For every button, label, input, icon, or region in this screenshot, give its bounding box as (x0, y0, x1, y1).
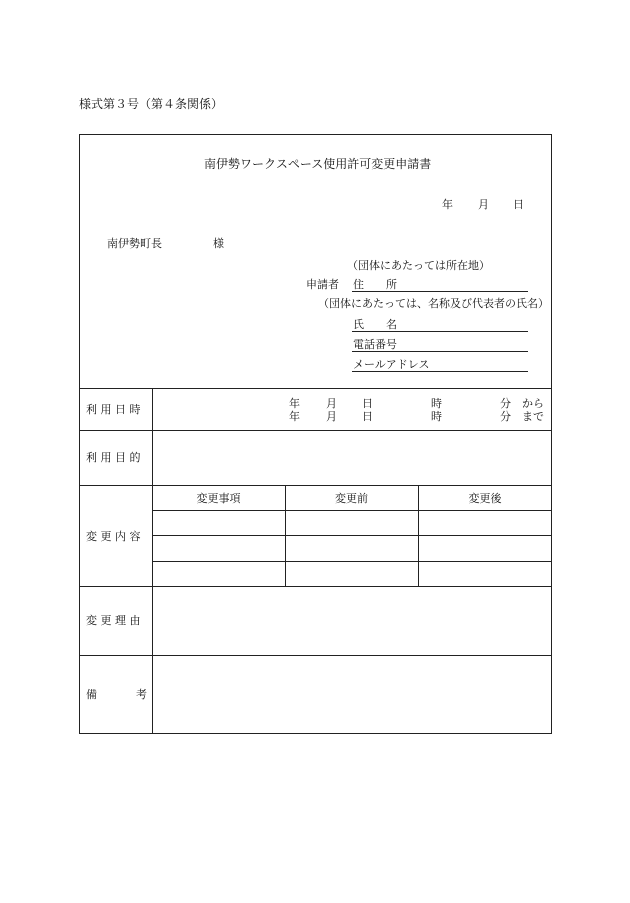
label-usage-purpose: 利 用 目 的 (86, 451, 141, 464)
label-change-reason: 変 更 理 由 (86, 614, 141, 627)
label-remarks-right: 考 (136, 688, 147, 701)
to-month: 月 (326, 410, 337, 423)
label-column-divider (152, 388, 153, 734)
phone-label: 電話番号 (353, 338, 397, 351)
email-label: メールアドレス (353, 358, 430, 371)
header-after-change: 変更後 (468, 492, 502, 505)
phone-underline (352, 351, 528, 352)
from-suffix: から (522, 397, 544, 410)
address-underline (352, 291, 528, 292)
org-address-note: （団体にあたっては所在地） (347, 259, 490, 272)
to-minute: 分 (500, 410, 511, 423)
addressee-honorific: 様 (213, 237, 224, 250)
row-divider-changes (79, 485, 552, 486)
to-day: 日 (362, 410, 373, 423)
label-change-contents: 変 更 内 容 (86, 530, 141, 543)
date-year: 年 (442, 198, 453, 211)
address-label: 住 所 (353, 278, 397, 291)
from-month: 月 (326, 397, 337, 410)
date-day: 日 (513, 198, 524, 211)
row-divider-reason (79, 586, 552, 587)
changes-header-divider (152, 510, 552, 511)
header-before-change: 変更前 (335, 492, 368, 505)
date-month: 月 (478, 198, 489, 211)
label-usage-datetime: 利 用 日 時 (86, 403, 141, 416)
from-hour: 時 (431, 397, 442, 410)
to-suffix: まで (522, 410, 544, 423)
to-year: 年 (289, 410, 300, 423)
to-hour: 時 (431, 410, 442, 423)
form-title: 南伊勢ワークスペース使用許可変更申請書 (204, 157, 432, 171)
changes-row-divider-1 (152, 535, 552, 536)
form-number: 様式第３号（第４条関係） (79, 97, 224, 111)
from-year: 年 (289, 397, 300, 410)
addressee-name: 南伊勢町長 (107, 237, 162, 250)
applicant-label: 申請者 (306, 278, 339, 291)
from-day: 日 (362, 397, 373, 410)
name-label: 氏 名 (353, 318, 397, 331)
row-divider-datetime (79, 388, 552, 389)
changes-row-divider-2 (152, 561, 552, 562)
row-divider-purpose (79, 430, 552, 431)
from-minute: 分 (500, 397, 511, 410)
row-divider-remarks (79, 655, 552, 656)
header-change-item: 変更事項 (196, 492, 241, 505)
form-frame (79, 134, 552, 734)
label-remarks-left: 備 (86, 688, 97, 701)
email-underline (352, 371, 528, 372)
name-underline (352, 331, 528, 332)
org-name-note: （団体にあたっては、名称及び代表者の氏名） (318, 297, 549, 310)
